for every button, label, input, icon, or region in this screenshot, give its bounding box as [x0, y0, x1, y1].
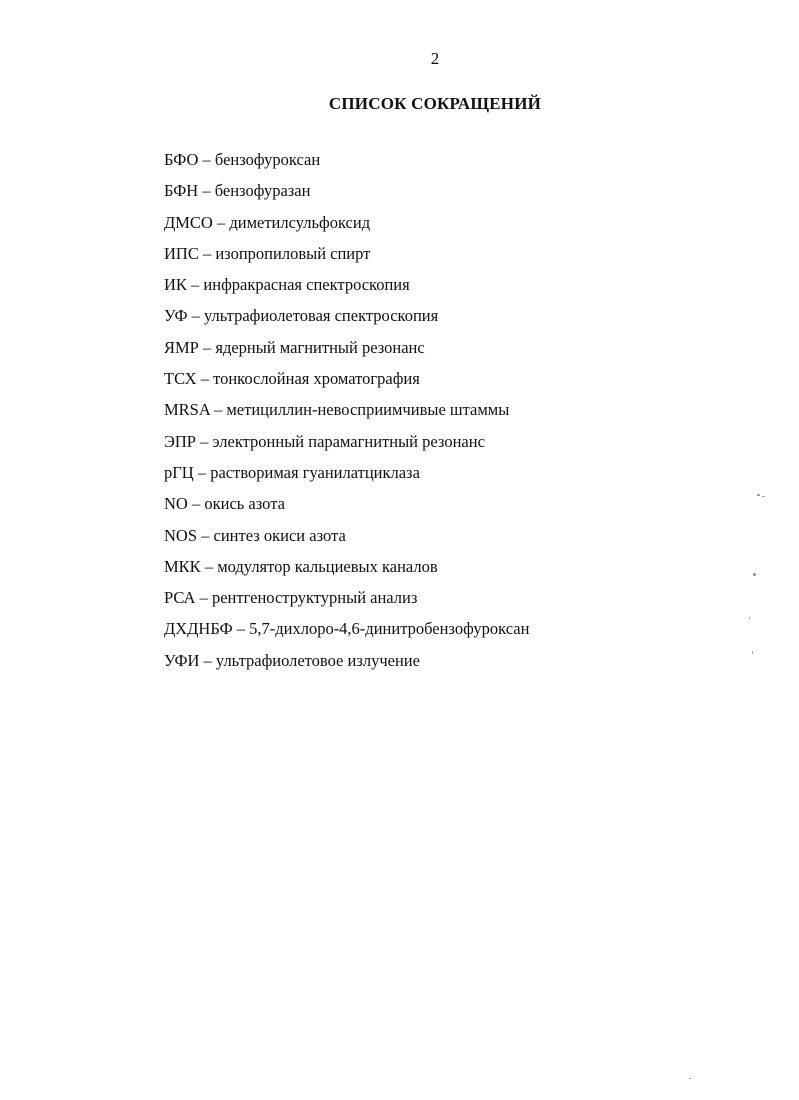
page-number: 2: [430, 49, 440, 68]
dash-separator: [233, 619, 250, 638]
abbreviation-item: [164, 338, 529, 369]
abbreviation-definition: диметилсульфоксид: [229, 212, 371, 232]
abbreviation-term: БФН: [164, 181, 199, 201]
abbreviation-item: [164, 432, 529, 463]
abbreviation-term: МКК: [164, 556, 201, 576]
abbreviation-item: [164, 619, 529, 650]
dash-separator: [194, 463, 211, 482]
abbreviation-term: ДМСО: [164, 212, 213, 232]
abbreviation-definition: 5,7-дихлоро-4,6-динитробензофуроксан: [249, 619, 530, 639]
page-title: СПИСОК СОКРАЩЕНИЙ: [328, 94, 542, 113]
abbreviation-item: [164, 494, 529, 525]
scan-speck: [749, 617, 750, 619]
abbreviation-definition: изопропиловый спирт: [215, 243, 371, 263]
abbreviation-definition: ядерный магнитный резонанс: [215, 337, 425, 357]
abbreviation-definition: электронный парамагнитный резонанс: [212, 431, 485, 451]
abbreviation-term: ИК: [164, 275, 187, 295]
dash-separator: [198, 150, 215, 169]
abbreviation-item: [164, 306, 529, 337]
abbreviation-item: [164, 400, 529, 431]
abbreviation-item: [164, 526, 529, 557]
abbreviation-definition: метициллин-невосприимчивые штаммы: [226, 400, 510, 420]
scan-speck: [762, 496, 765, 497]
abbreviation-term: УФИ: [164, 650, 200, 670]
dash-separator: [210, 400, 227, 419]
dash-separator: [188, 494, 205, 513]
abbreviation-term: NO: [164, 494, 188, 514]
abbreviation-term: MRSA: [164, 400, 210, 420]
abbreviation-definition: инфракрасная спектроскопия: [203, 275, 410, 295]
abbreviation-term: РСА: [164, 588, 196, 608]
abbreviation-item: [164, 369, 529, 400]
abbreviation-definition: растворимая гуанилатциклаза: [210, 462, 420, 482]
abbreviation-definition: бензофуразан: [214, 181, 311, 201]
abbreviation-definition: бензофуроксан: [214, 150, 321, 169]
dash-separator: [199, 244, 216, 263]
abbreviation-item: [164, 463, 529, 494]
abbreviation-definition: тонкослойная хроматография: [213, 369, 420, 389]
dash-separator: [197, 369, 214, 388]
abbreviation-item: [164, 557, 529, 588]
abbreviation-definition: ультрафиолетовая спектроскопия: [204, 306, 439, 326]
dash-separator: [195, 588, 212, 607]
dash-separator: [199, 651, 216, 670]
abbreviation-term: ЭПР: [164, 431, 196, 451]
abbreviation-item: [164, 181, 529, 212]
abbreviation-item: [164, 244, 529, 275]
abbreviation-item: [164, 150, 529, 181]
abbreviation-definition: модулятор кальциевых каналов: [217, 556, 438, 576]
dash-separator: [196, 432, 213, 451]
dash-separator: [188, 306, 205, 325]
abbreviation-list: [164, 150, 529, 682]
abbreviation-term: NOS: [164, 525, 198, 545]
dash-separator: [201, 557, 218, 576]
dash-separator: [187, 275, 204, 294]
abbreviation-definition: окись азота: [204, 494, 285, 514]
abbreviation-definition: рентгеноструктурный анализ: [211, 588, 418, 608]
dash-separator: [198, 181, 215, 200]
abbreviation-term: ИПС: [164, 243, 199, 263]
abbreviation-term: УФ: [164, 306, 188, 326]
abbreviation-term: рГЦ: [164, 462, 194, 482]
abbreviation-term: ДХДНБФ: [164, 619, 233, 639]
abbreviation-item: [164, 275, 529, 306]
abbreviation-definition: синтез окиси азота: [213, 525, 346, 545]
abbreviation-item: [164, 213, 529, 244]
dash-separator: [199, 338, 216, 357]
abbreviation-definition: ультрафиолетовое излучение: [215, 650, 420, 670]
scan-speck: [689, 1078, 691, 1079]
abbreviation-term: БФО: [164, 150, 199, 169]
abbreviation-term: ЯМР: [164, 337, 199, 357]
scan-speck: [752, 651, 753, 654]
abbreviation-item: [164, 651, 529, 682]
abbreviation-term: ТСХ: [164, 369, 197, 389]
scan-speck: [757, 494, 760, 496]
scan-speck: [753, 573, 756, 576]
dash-separator: [197, 526, 214, 545]
abbreviation-item: [164, 588, 529, 619]
dash-separator: [213, 213, 230, 232]
